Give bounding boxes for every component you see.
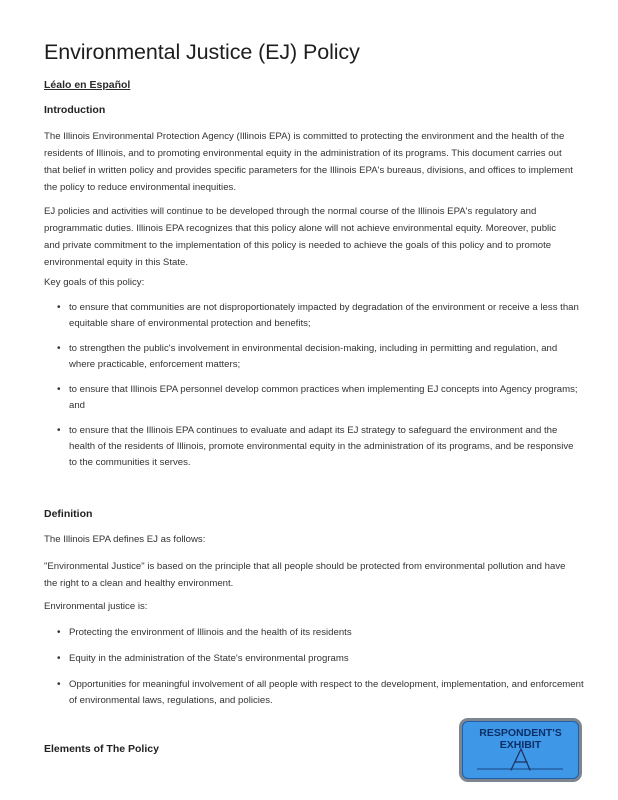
bullet-icon: •: [57, 653, 61, 664]
goal-text: to ensure that the Illinois EPA continues to evaluate and adapt its EJ strategy to safeguard the environment and the health of the residents of Illinois, promote environmental equity in the administration of its programs, and be responsive to the communities it serves.: [69, 425, 574, 468]
list-item: [44, 677, 584, 709]
intro-paragraph-1: The Illinois Environmental Protection Agency (Illinois EPA) is committed to protecting the environment and the health of the residents of Illinois, and to promoting environmental equity in the administration of its programs. This document carries out that belief in written policy and provides specific parameters for the Illinois EPA's bureaus, divisions, and offices to implement the policy to reduce environmental inequities.: [44, 131, 573, 193]
definition-item-text: Equity in the administration of the State's environmental programs: [69, 653, 349, 664]
spanish-link[interactable]: Léalo en Español: [44, 79, 131, 91]
stamp-line-1: RESPONDENT'S: [479, 727, 562, 739]
bullet-icon: •: [57, 425, 61, 436]
ej-is-label: Environmental justice is:: [44, 601, 148, 612]
handwritten-a-mark: [511, 749, 530, 770]
key-goals-label: Key goals of this policy:: [44, 277, 145, 288]
definition-item-text: Protecting the environment of Illinois and the health of its residents: [69, 627, 352, 638]
bullet-icon: •: [57, 627, 61, 638]
bullet-icon: •: [57, 302, 61, 313]
goal-text: to strengthen the public's involvement in environmental decision-making, including in permitting and regulation, and where practicable, enforcement matters;: [69, 343, 558, 370]
definition-quote: "Environmental Justice" is based on the principle that all people should be protected from environmental pollution and have the right to a clean and healthy environment.: [44, 561, 566, 589]
goals-list: [44, 300, 584, 471]
bullet-icon: •: [57, 384, 61, 395]
stamp-face: [462, 721, 579, 779]
definition-list: [44, 625, 584, 709]
introduction-heading: Introduction: [44, 104, 106, 116]
list-item: [44, 300, 584, 332]
exhibit-mark-icon: [463, 722, 578, 778]
intro-paragraph-2: EJ policies and activities will continue to be developed through the normal course of the Illinois EPA's regulatory and programmatic duties. Illinois EPA recognizes that this policy alone will not achieve environmental equity. Moreover, public and private commitment to the implementation of this policy is needed to achieve the goals of this policy and to promote environmental equity in this State.: [44, 206, 557, 268]
goal-text: to ensure that communities are not disproportionately impacted by degradation of the environment or receive a less than equitable share of environmental protection and benefits;: [69, 302, 579, 329]
list-item: [44, 341, 584, 373]
list-item: [44, 651, 584, 667]
goal-text: to ensure that Illinois EPA personnel develop common practices when implementing EJ concepts into Agency programs; and: [69, 384, 578, 411]
definition-intro: The Illinois EPA defines EJ as follows:: [44, 534, 206, 545]
bullet-icon: •: [57, 679, 61, 690]
definition-heading: Definition: [44, 508, 93, 520]
stamp-line-2: EXHIBIT: [499, 739, 542, 751]
respondents-exhibit-stamp: [459, 718, 582, 782]
elements-heading: Elements of The Policy: [44, 743, 159, 755]
list-item: [44, 382, 584, 414]
definition-item-text: Opportunities for meaningful involvement of all people with respect to the development, implementation, and enforcement of environmental laws, regulations, and policies.: [69, 679, 584, 706]
list-item: [44, 625, 584, 641]
list-item: [44, 423, 584, 471]
bullet-icon: •: [57, 343, 61, 354]
page-title: Environmental Justice (EJ) Policy: [44, 40, 360, 64]
